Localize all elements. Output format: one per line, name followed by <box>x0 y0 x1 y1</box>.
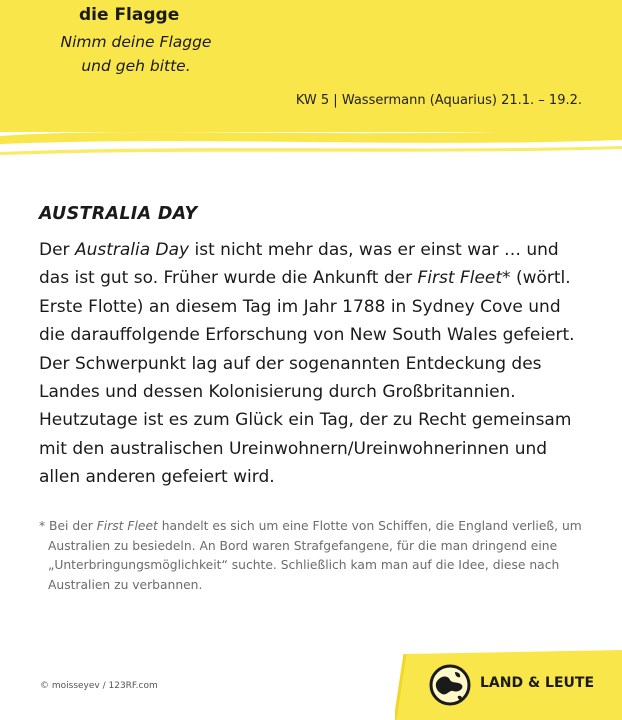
globe-icon <box>428 663 472 707</box>
vocabulary-phrase: Nimm deine Flagge und geh bitte. <box>60 33 212 75</box>
article-title: AUSTRALIA DAY <box>39 204 198 224</box>
vocabulary-word: die Flagge <box>79 5 180 25</box>
article-body: Der Australia Day ist nicht mehr das, was er einst war … und das ist gut so. Früher wurde die Ankunft der First Fleet* (wörtl. Erste Flotte) an diesem Tag im Jahr 1788 in Sydney Cove und die darauffolgende Erforschung von New South Wales gefeiert. Der Schwerpunkt lag auf der sogenannten Entdeckung des Landes und dessen Kolonisierung durch Großbritannien. Heutzutage ist es zum Glück ein Tag, der zu Recht gemeinsam mit den australischen Ureinwohnern/Ureinwohnerinnen und allen anderen gefeiert wird. <box>39 240 575 488</box>
footnote: * Bei der First Fleet handelt es sich um eine Flotte von Schiffen, die England verließ, um Australien zu besiedeln. An Bord waren Strafgefangene, für die man dringend eine „Unterbringungsmöglichkeit“ suchte. Schließlich kam man auf die Idee, diese nach Australien zu verbannen. <box>39 519 582 592</box>
week-info: KW 5 | Wassermann (Aquarius) 21.1. – 19.2. <box>295 93 582 108</box>
photo-credit: © moisseyev / 123RF.com <box>40 681 158 691</box>
header-brush-stroke <box>0 122 622 162</box>
category-label: LAND & LEUTE <box>480 675 595 691</box>
